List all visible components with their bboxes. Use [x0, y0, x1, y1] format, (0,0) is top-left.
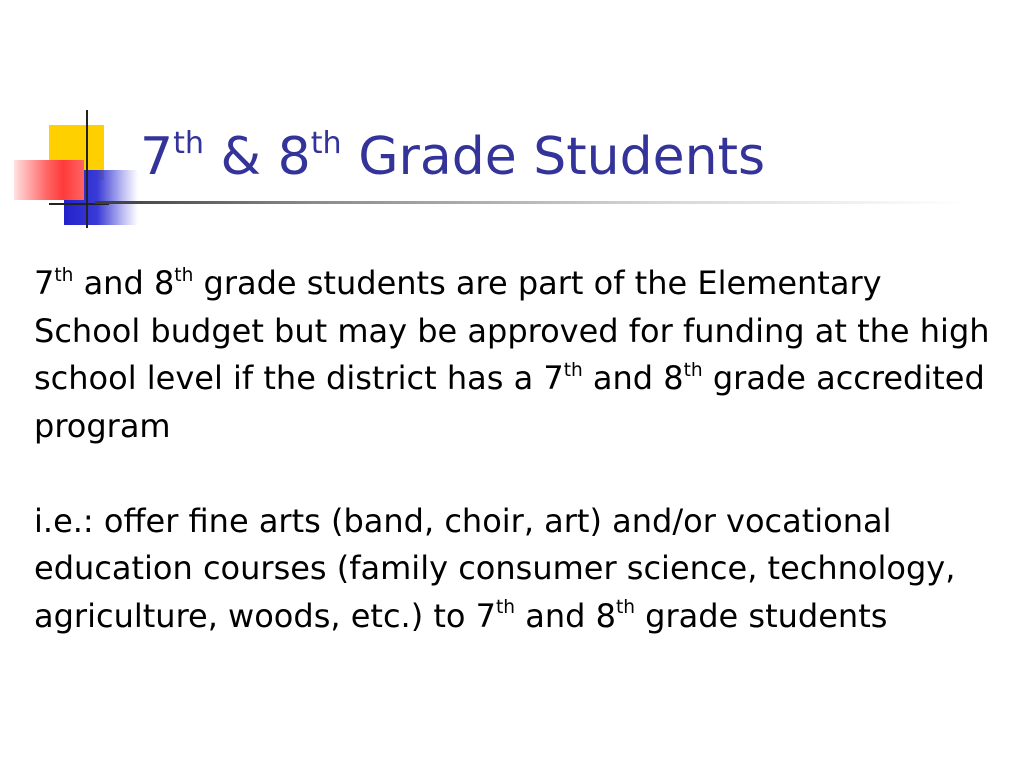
paragraph-2-superscript-1: th [496, 597, 516, 618]
paragraph-1-text-5: grade accredited program [34, 359, 985, 445]
paragraph-2-text-1: i.e.: offer fine arts (band, choir, art) and/or vocational education courses (family consumer science, technology, agriculture, woods, etc.) to 7 [34, 501, 956, 635]
body-paragraph-funding [34, 260, 994, 450]
slide-title [140, 122, 765, 192]
paragraph-1-text-1: 7 [34, 264, 55, 302]
decor-vertical-line [86, 110, 88, 228]
paragraph-1-text-2: and 8 [73, 264, 175, 302]
paragraph-1-superscript-1: th [54, 264, 74, 286]
title-superscript-2: th [310, 125, 342, 161]
decor-red-square [14, 160, 84, 200]
paragraph-2-text-3: grade students [634, 596, 888, 635]
title-text-1: 7 [140, 127, 174, 187]
title-superscript-1: th [173, 125, 205, 161]
paragraph-1-text-4: and 8 [582, 359, 684, 397]
title-text-3: Grade Students [341, 127, 766, 187]
slide-body [34, 260, 994, 640]
paragraph-1-superscript-4: th [683, 359, 703, 381]
body-paragraph-example [34, 498, 994, 641]
title-text-2: & 8 [204, 127, 311, 187]
title-underline [95, 201, 965, 204]
paragraph-1-text-3: grade students are part of the Elementary School budget but may be approved for funding at the high school level if the district has a 7 [34, 264, 990, 397]
slide-decoration [0, 100, 150, 230]
paragraph-2-superscript-2: th [615, 597, 635, 618]
paragraph-2-text-2: and 8 [515, 596, 616, 635]
paragraph-1-superscript-2: th [174, 264, 194, 286]
paragraph-1-superscript-3: th [563, 359, 583, 381]
